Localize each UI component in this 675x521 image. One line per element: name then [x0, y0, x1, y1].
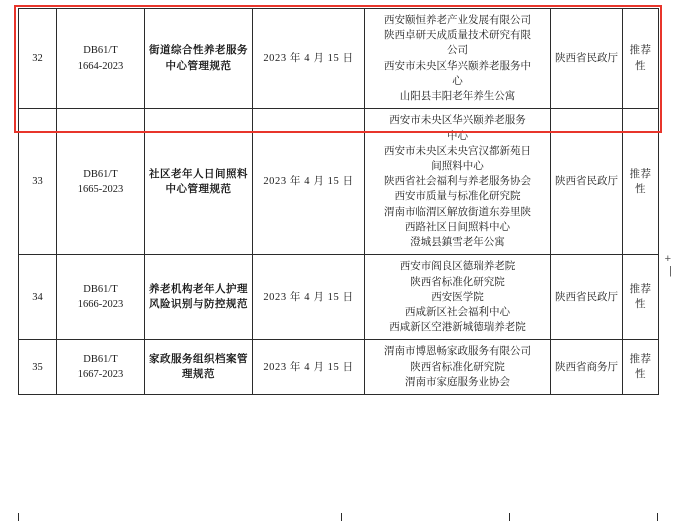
cell-administrative-department: 陕西省商务厅 [551, 340, 623, 395]
org-line: 渭南市临渭区解放街道东券里陕 [384, 206, 531, 218]
cell-administrative-department: 陕西省民政厅 [551, 109, 623, 255]
cell-standard-name [145, 340, 253, 395]
cell-standard-code [57, 9, 145, 109]
cell-sequence-number: 33 [19, 109, 57, 255]
code-line: DB61/T [83, 284, 118, 296]
org-line: 陕西省社会福利与养老服务协会 [384, 176, 531, 188]
org-line: 西咸新区社会福利中心 [405, 306, 510, 318]
table-continuation-edge [18, 513, 658, 521]
cell-drafting-organizations [365, 9, 551, 109]
name-line: 家政服务组织档案管 [149, 352, 248, 365]
org-line: 渭南市家庭服务业协会 [405, 376, 510, 388]
org-line: 公司 [447, 45, 468, 57]
cell-standard-type: 推荐性 [623, 340, 659, 395]
name-line: 社区老年人日间照料 [149, 167, 248, 180]
name-line: 养老机构老年人护理 [149, 283, 248, 296]
cell-publish-date: 2023 年 4 月 15 日 [253, 255, 365, 340]
name-line: 理规范 [182, 368, 215, 381]
cell-standard-name [145, 9, 253, 109]
name-line: 风险识别与防控规范 [149, 298, 248, 311]
org-line: 陕西省标准化研究院 [410, 361, 505, 373]
cell-sequence-number: 34 [19, 255, 57, 340]
cell-sequence-number: 35 [19, 340, 57, 395]
cell-sequence-number: 32 [19, 9, 57, 109]
org-line: 中心 [447, 130, 468, 142]
code-line: 1664-2023 [77, 60, 124, 72]
org-line: 澄城县鎮雪老年公寓 [410, 237, 505, 249]
table-row [19, 109, 659, 255]
cell-standard-type: 推荐性 [623, 109, 659, 255]
org-line: 陕西卓研天成质量技术研究有限 [384, 30, 531, 42]
org-line: 西安市未央区未央宫汉都新苑日 [384, 145, 531, 157]
cell-drafting-organizations [365, 109, 551, 255]
code-line: DB61/T [83, 168, 118, 180]
cell-standard-type: 推荐性 [623, 255, 659, 340]
column-divider [509, 513, 510, 521]
code-line: DB61/T [83, 353, 118, 365]
margin-bar-mark: | [669, 265, 672, 277]
cell-standard-name [145, 255, 253, 340]
cell-publish-date: 2023 年 4 月 15 日 [253, 109, 365, 255]
cell-standard-code [57, 255, 145, 340]
code-line: 1666-2023 [77, 299, 124, 311]
cell-publish-date: 2023 年 4 月 15 日 [253, 340, 365, 395]
org-line: 西安市阎良区德瑞养老院 [399, 261, 516, 273]
org-line: 陕西省标准化研究院 [410, 276, 505, 288]
table-row [19, 340, 659, 395]
cell-drafting-organizations [365, 340, 551, 395]
margin-plus-mark: + [664, 253, 671, 265]
org-line: 渭南市博恩畅家政服务有限公司 [384, 346, 531, 358]
code-line: DB61/T [83, 45, 118, 57]
cell-administrative-department: 陕西省民政厅 [551, 9, 623, 109]
name-line: 街道综合性养老服务 [149, 44, 248, 57]
cell-standard-code [57, 109, 145, 255]
name-line: 中心管理规范 [165, 182, 232, 195]
cell-standard-type: 推荐性 [623, 9, 659, 109]
name-line: 中心管理规范 [165, 59, 232, 72]
org-line: 西咸新区空港新城德瑞养老院 [389, 322, 526, 334]
org-line: 西路社区日间照料中心 [405, 221, 510, 233]
org-line: 西安市未央区华兴颐养老服务 [389, 115, 526, 127]
cell-standard-code [57, 340, 145, 395]
cell-drafting-organizations [365, 255, 551, 340]
org-line: 间照料中心 [431, 160, 484, 172]
cell-administrative-department: 陕西省民政厅 [551, 255, 623, 340]
code-line: 1667-2023 [77, 369, 124, 381]
org-line: 西安市未央区华兴颐养老服务中 [384, 60, 531, 72]
standards-table [18, 8, 659, 395]
table-row [19, 255, 659, 340]
org-line: 西安市质量与标准化研究院 [394, 191, 521, 203]
column-divider [341, 513, 342, 521]
cell-standard-name [145, 109, 253, 255]
org-line: 西安颐恒养老产业发展有限公司 [384, 15, 531, 26]
table-row [19, 9, 659, 109]
org-line: 心 [452, 75, 463, 87]
cell-publish-date: 2023 年 4 月 15 日 [253, 9, 365, 109]
code-line: 1665-2023 [77, 183, 124, 195]
org-line: 山阳县丰阳老年养生公寓 [399, 91, 516, 103]
org-line: 西安医学院 [431, 291, 484, 303]
